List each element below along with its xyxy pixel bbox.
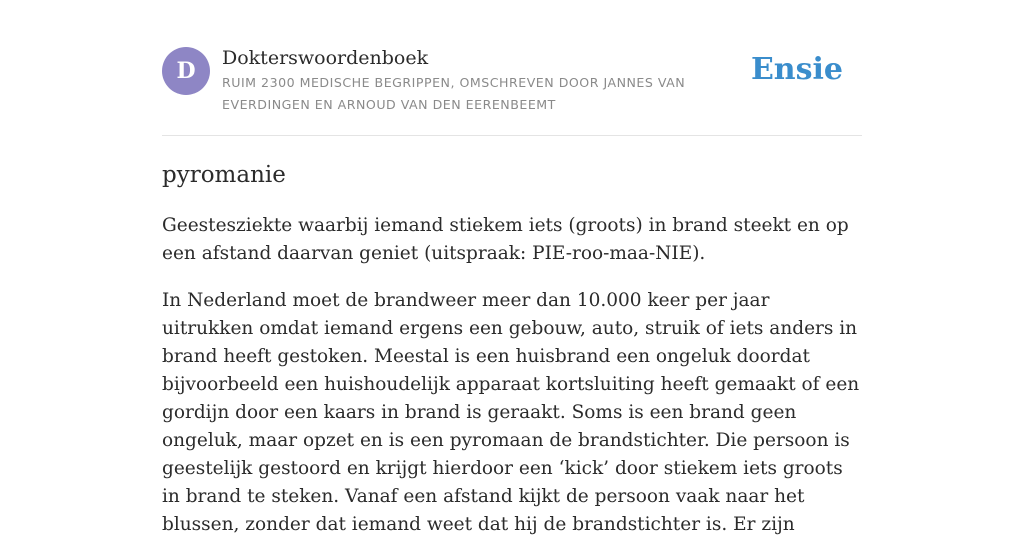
avatar[interactable]: D	[162, 47, 210, 95]
brand-logo-link[interactable]: Ensie	[750, 52, 843, 87]
definition-paragraph: Geestesziekte waarbij iemand stiekem iets (groots) in brand steekt en op een afstand daarvan geniet (uitspraak: PIE-roo-maa-NIE).	[162, 215, 849, 264]
site-titles	[222, 45, 702, 116]
entry-definition	[162, 212, 862, 558]
main-container	[162, 0, 862, 535]
site-title[interactable]: Dokterswoordenboek	[222, 47, 429, 69]
entry-term: pyromanie	[162, 162, 286, 188]
definition-paragraph: In Nederland moet de brandweer meer dan 10.000 keer per jaar uitrukken omdat iemand ergens een gebouw, auto, struik of iets anders in brand heeft gestoken. Meestal is een huisbrand een ongeluk doordat bijvoorbeeld een huishoudelijk apparaat kortsluiting heeft gemaakt of een gordijn door een kaars in brand is geraakt. Soms is een brand geen ongeluk, maar opzet en is een pyromaan de brandstichter. Die persoon is geestelijk gestoord en krijgt hierdoor een ‘kick’ door stiekem iets groots in brand te steken. Vanaf een afstand kijkt de persoon vaak naar het blussen, zonder dat iemand weet dat hij de brandstichter is. Er zijn	[162, 290, 860, 535]
site-header	[162, 0, 862, 136]
site-subtitle: RUIM 2300 MEDISCHE BEGRIPPEN, OMSCHREVEN DOOR JANNES VAN EVERDINGEN EN ARNOUD VAN DEN EERENBEEMT	[222, 75, 686, 112]
